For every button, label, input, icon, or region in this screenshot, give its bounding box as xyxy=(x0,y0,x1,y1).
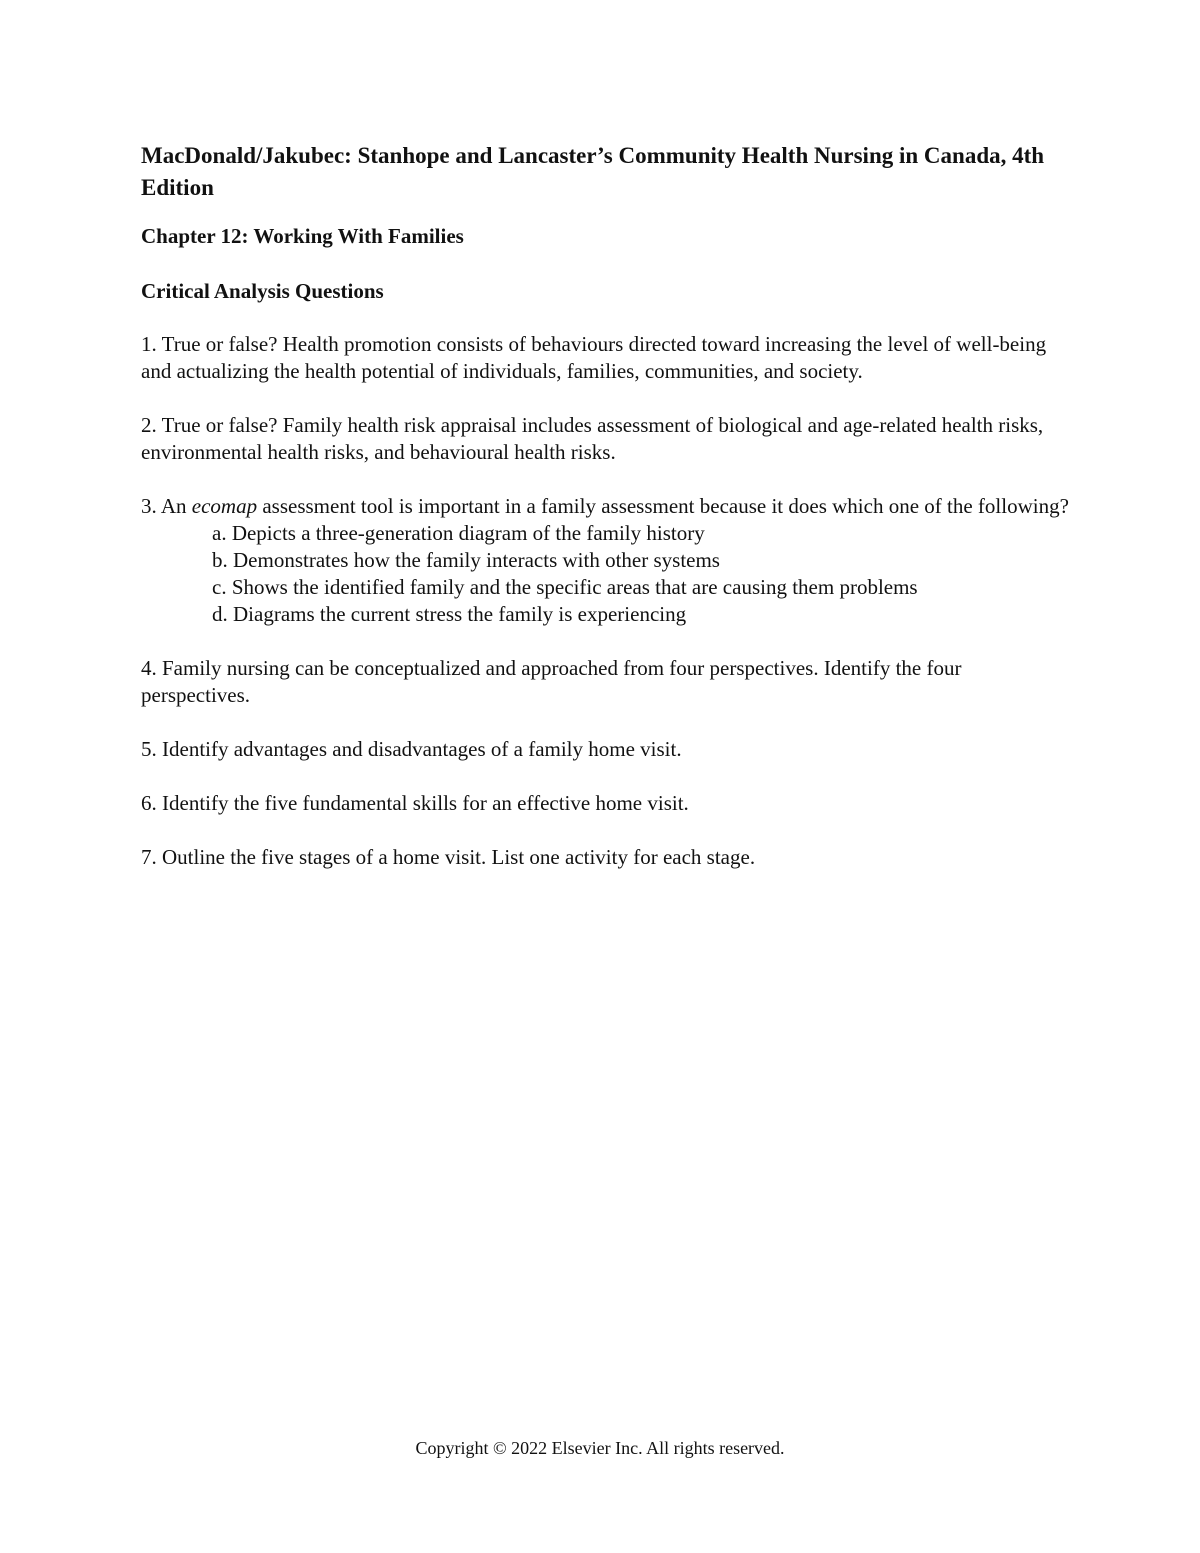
question-1: 1. True or false? Health promotion consists of behaviours directed toward increasing the level of well-being and actualizing the health potential of individuals, families, communities, and society. xyxy=(141,332,1047,383)
question-4: 4. Family nursing can be conceptualized and approached from four perspectives. Identify the four perspectives. xyxy=(141,656,962,707)
option-c: c. Shows the identified family and the specific areas that are causing them problems xyxy=(212,575,918,599)
question-5: 5. Identify advantages and disadvantages of a family home visit. xyxy=(141,737,682,761)
copyright-footer: Copyright © 2022 Elsevier Inc. All rights reserved. xyxy=(415,1438,785,1458)
question-6: 6. Identify the five fundamental skills for an effective home visit. xyxy=(141,791,689,815)
question-3-stem xyxy=(141,493,1071,520)
question-3-suffix: assessment tool is important in a family assessment because it does which one of the following? xyxy=(257,494,1069,518)
question-7: 7. Outline the five stages of a home visit. List one activity for each stage. xyxy=(141,845,756,869)
option-b: b. Demonstrates how the family interacts with other systems xyxy=(212,548,720,572)
question-3-prefix: 3. An xyxy=(141,494,192,518)
section-heading: Critical Analysis Questions xyxy=(141,279,384,303)
question-3-options xyxy=(141,520,1071,628)
question-2: 2. True or false? Family health risk appraisal includes assessment of biological and age-related health risks, environmental health risks, and behavioural health risks. xyxy=(141,413,1044,464)
document-content xyxy=(141,140,1071,898)
option-d: d. Diagrams the current stress the family is experiencing xyxy=(212,602,687,626)
option-a: a. Depicts a three-generation diagram of the family history xyxy=(212,521,705,545)
question-3 xyxy=(141,493,1071,628)
ecomap-term: ecomap xyxy=(191,494,258,518)
document-title: MacDonald/Jakubec: Stanhope and Lancaster’s Community Health Nursing in Canada, 4th Edition xyxy=(141,143,1045,200)
chapter-heading: Chapter 12: Working With Families xyxy=(141,224,464,248)
